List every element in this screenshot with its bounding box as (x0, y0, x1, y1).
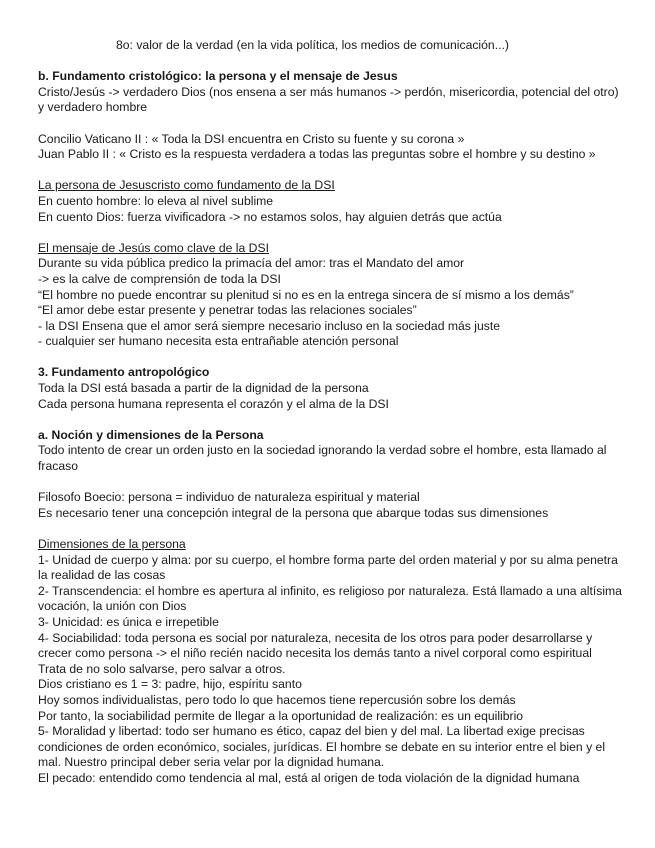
blank-line (38, 54, 623, 70)
text-line: - cualquier ser humano necesita esta entrañable atención personal (38, 334, 399, 349)
subheading: El mensaje de Jesús como clave de la DSI (38, 240, 269, 255)
text-line: Durante su vida pública predico la primacía del amor: tras el Mandato del amor (38, 256, 465, 271)
text-line: Concilio Vaticano II : « Toda la DSI encuentra en Cristo su fuente y su corona » (38, 131, 465, 146)
text-line: Toda la DSI está basada a partir de la dignidad de la persona (38, 381, 369, 396)
subheading: Dimensiones de la persona (38, 537, 186, 551)
text-line: Cada persona humana representa el corazón y el alma de la DSI (38, 396, 389, 411)
blank-line (38, 163, 623, 179)
text-line: 4- Sociabilidad: toda persona es social por naturaleza, necesita de los otros para poder desarrollarse y crecer como persona -> el niño recién nacido necesita los demás tanto a nivel corporal como espiritual (38, 630, 593, 661)
text-line: 8o: valor de la verdad (en la vida política, los medios de comunicación...) (116, 38, 509, 52)
blank-line (38, 521, 623, 537)
text-line: 2- Transcendencia: el hombre es apertura al infinito, es religioso por naturaleza. Está llamado a una altísima vocación, la unión con Dios (38, 583, 622, 614)
subheading: La persona de Jesuscristo como fundamento de la DSI (38, 178, 335, 193)
text-line: En cuento hombre: lo eleva al nivel sublime (38, 193, 274, 208)
section-heading: b. Fundamento cristológico: la persona y el mensaje de Jesus (38, 69, 398, 84)
text-line: “El amor debe estar presente y penetrar todas las relaciones sociales” (38, 303, 417, 318)
text-line: Por tanto, la sociabilidad permite de llegar a la oportunidad de realización: es un equilibrio (38, 708, 524, 723)
text-line: “El hombre no puede encontrar su plenitud si no es en la entrega sincera de sí mismo a los demás” (38, 287, 574, 302)
blank-line (38, 475, 623, 491)
blank-line (38, 225, 623, 241)
text-line: Juan Pablo II : « Cristo es la respuesta verdadera a todas las preguntas sobre el hombre y su destino » (38, 147, 596, 162)
text-line: -> es la calve de comprensión de toda la DSI (38, 271, 281, 286)
blank-line (38, 412, 623, 428)
section-heading: a. Noción y dimensiones de la Persona (38, 427, 264, 442)
text-line: En cuento Dios: fuerza vivificadora -> no estamos solos, hay alguien detrás que actúa (38, 209, 502, 224)
text-line: Es necesario tener una concepción integral de la persona que abarque todas sus dimensiones (38, 505, 549, 520)
text-line: El pecado: entendido como tendencia al mal, está al origen de toda violación de la dignidad humana (38, 770, 580, 785)
text-line: - la DSI Ensena que el amor será siempre necesario incluso en la sociedad más juste (38, 318, 501, 333)
text-line: Todo intento de crear un orden justo en la sociedad ignorando la verdad sobre el hombre, esta llamado al fracaso (38, 443, 607, 474)
text-line: 1- Unidad de cuerpo y alma: por su cuerpo, el hombre forma parte del orden material y por su alma penetra la realidad de las cosas (38, 552, 618, 583)
section-heading: 3. Fundamento antropológico (38, 365, 210, 380)
text-line: Hoy somos individualistas, pero todo lo que hacemos tiene repercusión sobre los demás (38, 692, 516, 707)
blank-line (38, 350, 623, 366)
text-line: Filosofo Boecio: persona = individuo de naturaleza espiritual y material (38, 490, 420, 505)
text-line: 3- Unicidad: es única e irrepetible (38, 614, 219, 629)
text-line: 5- Moralidad y libertad: todo ser humano es ético, capaz del bien y del mal. La libertad exige precisas condiciones de orden económico, sociales, jurídicas. El hombre se debate en su interior entre el bien y el mal. Nuestro principal deber seria velar por la dignidad humana. (38, 724, 606, 770)
text-line: Trata de no solo salvarse, pero salvar a otros. (38, 661, 286, 676)
text-line: Dios cristiano es 1 = 3: padre, hijo, espíritu santo (38, 677, 302, 692)
text-line: Cristo/Jesús -> verdadero Dios (nos ensena a ser más humanos -> perdón, misericordia, potencial del otro) y verdadero hombre (38, 84, 619, 115)
blank-line (38, 116, 623, 132)
document-page (38, 38, 623, 787)
